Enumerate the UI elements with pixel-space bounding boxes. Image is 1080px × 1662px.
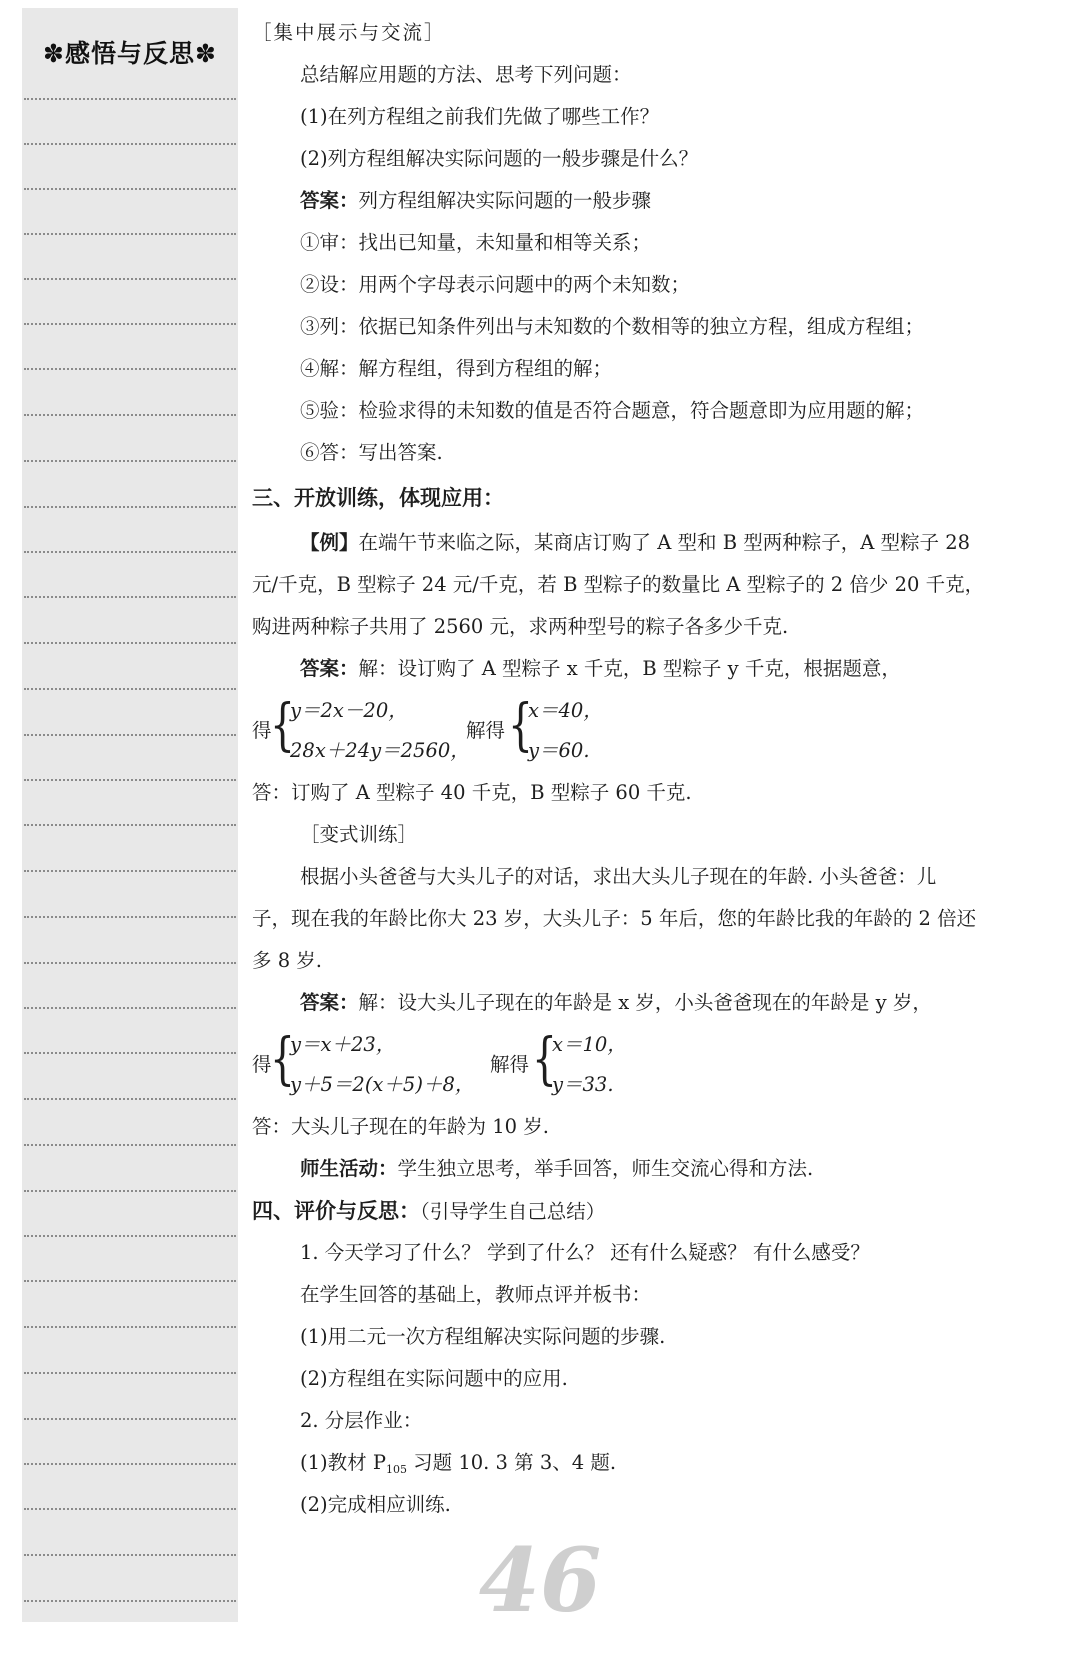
solution-2: y＝60. [528, 739, 590, 762]
ruling-line [24, 1052, 236, 1054]
main-content [252, 0, 1052, 1662]
ruling-line [24, 368, 236, 370]
ruling-line [24, 1418, 236, 1420]
sidebar-title: ✽感悟与反思✽ [43, 39, 217, 68]
ruling-line [24, 1326, 236, 1328]
ruling-line [24, 1144, 236, 1146]
ruling-line [24, 1554, 236, 1556]
section-4-title: 四、评价与反思： [252, 1199, 420, 1223]
teacher-student-activity [300, 1156, 813, 1182]
ruling-line [24, 323, 236, 325]
section-4-heading [252, 1198, 605, 1225]
variant-line-3: 多 8 岁. [252, 949, 323, 972]
step-4: ④解：解方程组，得到方程组的解； [300, 357, 613, 380]
left-brace: { [270, 1027, 295, 1092]
review-item-1: 1. 今天学习了什么？ 学到了什么？ 还有什么疑惑？ 有什么感受？ [300, 1241, 870, 1264]
ruling-line [24, 779, 236, 781]
question-1: (1)在列方程组之前我们先做了哪些工作？ [300, 105, 660, 128]
intro-text: 总结解应用题的方法、思考下列问题： [300, 63, 632, 86]
ruling-line [24, 1372, 236, 1374]
solution-2: y＝33. [552, 1073, 614, 1096]
ruling-line [24, 734, 236, 736]
step-1: ①审：找出已知量，未知量和相等关系； [300, 231, 652, 254]
section-4-note: （引导学生自己总结） [420, 1200, 606, 1223]
ruling-line [24, 506, 236, 508]
ruling-line [24, 414, 236, 416]
left-brace: { [508, 693, 533, 758]
left-brace: { [270, 693, 295, 758]
review-sub-2: (2)方程组在实际问题中的应用. [300, 1367, 568, 1390]
answer-3-final: 答：大头儿子现在的年龄为 10 岁. [252, 1115, 549, 1138]
ruling-line [24, 1280, 236, 1282]
ruling-line [24, 1098, 236, 1100]
answer-1 [300, 188, 651, 214]
variant-line-1: 根据小头爸爸与大头儿子的对话，求出大头儿子现在的年龄. 小头爸爸：儿 [300, 865, 937, 888]
page-subscript: 105 [385, 1463, 407, 1476]
activity-label: 师生活动： [300, 1157, 398, 1180]
example-line-2: 元/千克，B 型粽子 24 元/千克，若 B 型粽子的数量比 A 型粽子的 2 倍少 20 千克， [252, 573, 985, 596]
homework-1-rest: 习题 10. 3 第 3、4 题. [406, 1451, 617, 1474]
answer-text: 列方程组解决实际问题的一般步骤 [358, 189, 652, 212]
answer-label: 答案： [300, 189, 359, 212]
ruling-line [24, 98, 236, 100]
step-3: ③列：依据已知条件列出与未知数的个数相等的独立方程，组成方程组； [300, 315, 925, 338]
ruling-line [24, 916, 236, 918]
ruling-line [24, 233, 236, 235]
ruling-line [24, 143, 236, 145]
ruling-line [24, 688, 236, 690]
homework-2: (2)完成相应训练. [300, 1493, 451, 1516]
ruling-line [24, 642, 236, 644]
ruling-line [24, 1190, 236, 1192]
ruling-line [24, 278, 236, 280]
ruling-line [24, 1463, 236, 1465]
ruling-line [24, 824, 236, 826]
homework-1-text: (1)教材 P [300, 1451, 386, 1474]
review-sub-1: (1)用二元一次方程组解决实际问题的步骤. [300, 1325, 666, 1348]
reflection-sidebar [22, 8, 238, 1622]
de-label: 得 [252, 1053, 272, 1076]
example-line-1 [300, 530, 970, 556]
ruling-line [24, 460, 236, 462]
ruling-line [24, 596, 236, 598]
answer-3 [300, 990, 932, 1016]
ruling-line [24, 1007, 236, 1009]
ruling-line [24, 551, 236, 553]
solution-1: x＝40， [528, 699, 603, 722]
ruling-line [24, 1235, 236, 1237]
equation-1: y＝x＋23， [290, 1033, 396, 1056]
ruling-line [24, 1508, 236, 1510]
equation-system-2 [252, 1027, 852, 1100]
ruling-line [24, 1600, 236, 1602]
answer-label: 答案： [300, 991, 359, 1014]
activity-text: 学生独立思考，举手回答，师生交流心得和方法. [397, 1157, 814, 1180]
solution-1: x＝10， [552, 1033, 627, 1056]
step-2: ②设：用两个字母表示问题中的两个未知数； [300, 273, 691, 296]
answer-2-final: 答：订购了 A 型粽子 40 千克，B 型粽子 60 千克. [252, 781, 692, 804]
answer-text: 解：设大头儿子现在的年龄是 x 岁，小头爸爸现在的年龄是 y 岁， [358, 991, 932, 1014]
ruling-line [24, 870, 236, 872]
section-bracket-title: ［集中展示与交流］ [252, 21, 446, 44]
variant-line-2: 子，现在我的年龄比你大 23 岁，大头儿子：5 年后，您的年龄比我的年龄的 2 倍还 [252, 907, 977, 930]
jiede-label: 解得 [490, 1053, 530, 1076]
jiede-label: 解得 [466, 719, 506, 742]
variant-training-title: ［变式训练］ [300, 823, 418, 846]
review-item-2: 2. 分层作业： [300, 1409, 423, 1432]
step-6: ⑥答：写出答案. [300, 441, 443, 464]
page-number: 46 [478, 1528, 602, 1632]
equation-2: y＋5＝2(x＋5)＋8， [290, 1073, 475, 1096]
homework-1 [300, 1450, 616, 1483]
step-5: ⑤验：检验求得的未知数的值是否符合题意，符合题意即为应用题的解； [300, 399, 925, 422]
answer-text: 解：设订购了 A 型粽子 x 千克，B 型粽子 y 千克，根据题意， [358, 657, 901, 680]
left-brace: { [532, 1027, 557, 1092]
answer-label: 答案： [300, 657, 359, 680]
de-label: 得 [252, 719, 272, 742]
example-line-3: 购进两种粽子共用了 2560 元，求两种型号的粽子各多少千克. [252, 615, 789, 638]
ruling-line [24, 962, 236, 964]
ruling-line [24, 188, 236, 190]
answer-2 [300, 656, 901, 682]
section-3-heading: 三、开放训练，体现应用： [252, 486, 504, 510]
example-label: 【例】 [300, 531, 359, 554]
equation-2: 28x＋24y＝2560， [290, 739, 470, 762]
equation-1: y＝2x－20， [290, 699, 408, 722]
question-2: (2)列方程组解决实际问题的一般步骤是什么？ [300, 147, 699, 170]
review-item-1-note: 在学生回答的基础上，教师点评并板书： [300, 1283, 652, 1306]
example-text: 在端午节来临之际，某商店订购了 A 型和 B 型两种粽子，A 型粽子 28 [358, 531, 971, 554]
equation-system-1 [252, 693, 852, 766]
